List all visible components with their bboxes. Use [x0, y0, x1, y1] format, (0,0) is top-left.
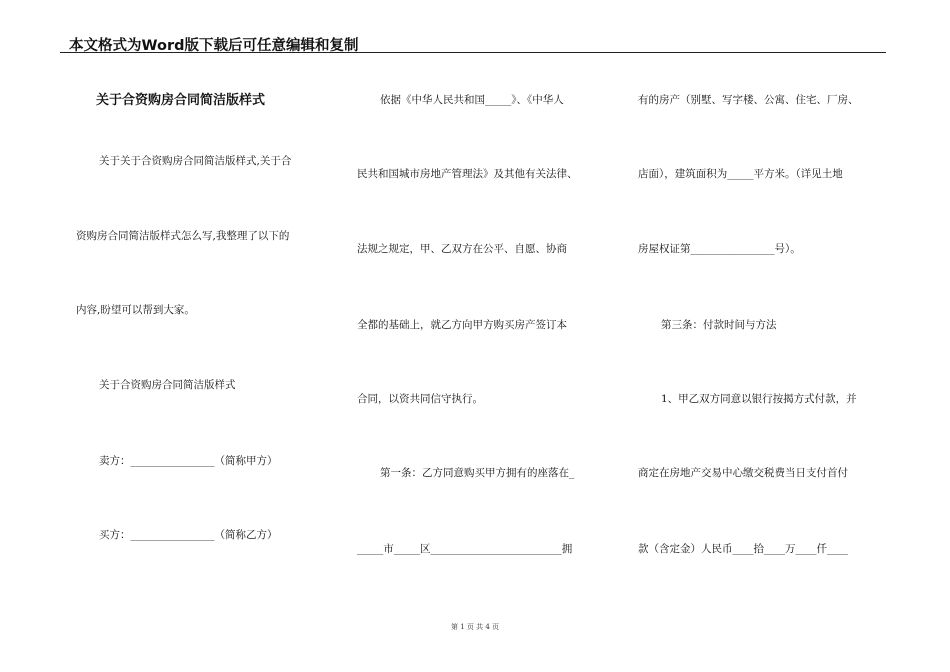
paragraph-line: 全都的基础上，就乙方向甲方购买房产签订本 [357, 319, 567, 331]
paragraph-line: 店面），建筑面积为_____平方米。（详见土地 [638, 168, 843, 180]
paragraph-line: 民共和国城市房地产管理法》及其他有关法律、 [357, 168, 578, 180]
page-header: 本文格式为Word版下载后可任意编辑和复制 [69, 38, 359, 54]
section-heading: 关于合资购房合同简洁版样式 [99, 379, 236, 391]
paragraph-line: 资购房合同简洁版样式怎么写,我整理了以下的 [76, 230, 290, 242]
paragraph-line: 依据《中华人民共和国_____》、《中华人 [380, 94, 564, 106]
paragraph-line: 有的房产（别墅、写字楼、公寓、住宅、厂房、 [638, 94, 859, 106]
article-three-heading: 第三条：付款时间与方法 [661, 319, 777, 331]
paragraph-line: 款（含定金）人民币____拾____万____仟____ [638, 543, 848, 555]
paragraph-line: 房屋权证第________________号）。 [638, 243, 801, 255]
page-number: 第 1 页 共 4 页 [450, 623, 500, 631]
document-title: 关于合资购房合同简洁版样式 [96, 93, 266, 108]
header-divider [60, 52, 886, 53]
paragraph-line: 商定在房地产交易中心缴交税费当日支付首付 [638, 467, 848, 479]
seller-line: 卖方：________________（简称甲方） [99, 455, 278, 467]
buyer-line: 买方：________________（简称乙方） [99, 529, 278, 541]
article-one-line: 第一条：乙方同意购买甲方拥有的座落在_ [380, 467, 575, 479]
paragraph-line: _____市_____区_________________________拥 [357, 543, 573, 555]
paragraph-line: 关于关于合资购房合同简洁版样式,关于合 [99, 155, 292, 167]
paragraph-line: 内容,盼望可以帮到大家。 [76, 304, 195, 316]
paragraph-line: 合同，以资共同信守执行。 [357, 393, 483, 405]
paragraph-line: 1、甲乙双方同意以银行按揭方式付款，并 [661, 393, 857, 405]
paragraph-line: 法规之规定，甲、乙双方在公平、自愿、协商 [357, 243, 567, 255]
